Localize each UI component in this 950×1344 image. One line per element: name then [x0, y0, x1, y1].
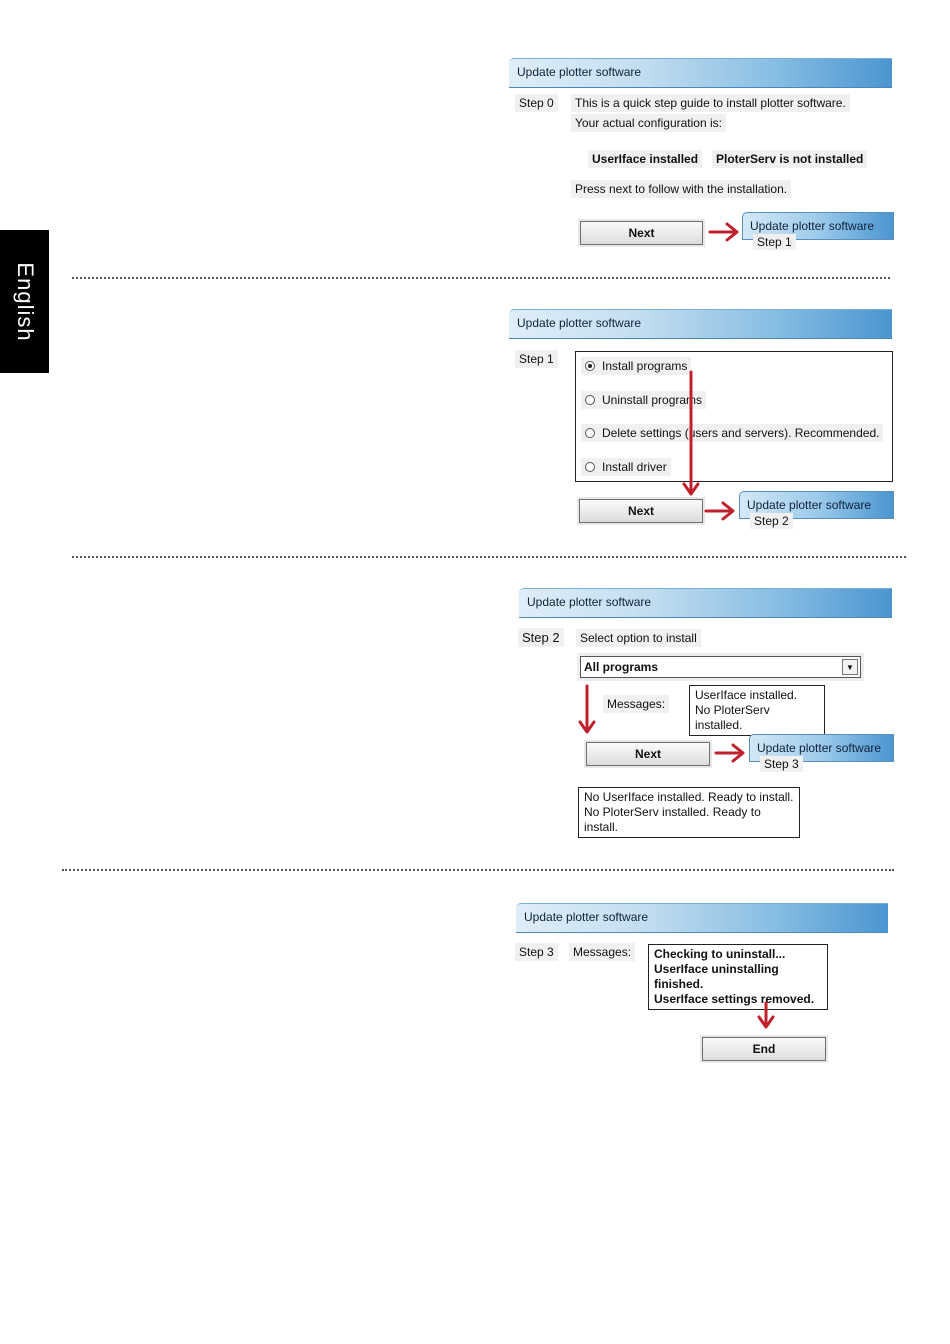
- step2-title: Update plotter software: [527, 595, 652, 609]
- step0-mini-title: Update plotter software: [750, 219, 875, 233]
- language-tab-label: English: [12, 261, 38, 342]
- step2-mini-step: Step 3: [760, 756, 803, 772]
- install-option-value: All programs: [584, 660, 659, 674]
- chevron-down-icon[interactable]: ▼: [842, 659, 858, 675]
- step0-intro-line1: This is a quick step guide to install plotter software.: [571, 94, 850, 112]
- arrow-right-icon: [716, 745, 743, 761]
- step2-message: No PloterServ installed.: [695, 703, 770, 732]
- step1-label: Step 1: [515, 350, 558, 368]
- step2-next-button[interactable]: Next: [586, 742, 710, 766]
- step2-messages-label: Messages:: [603, 695, 669, 713]
- step1-mini-title: Update plotter software: [747, 498, 872, 512]
- status-ploterserv: PloterServ is not installed: [712, 150, 867, 168]
- step0-intro-line2: Your actual configuration is:: [571, 114, 726, 132]
- step3-title: Update plotter software: [524, 910, 649, 924]
- radio-delete-settings-label: Delete settings (users and servers). Recommended.: [602, 426, 880, 440]
- step2-select-prompt: Select option to install: [576, 629, 701, 647]
- arrow-down-icon: [580, 686, 594, 732]
- step0-label: Step 0: [515, 94, 558, 112]
- step0-mini-step: Step 1: [753, 234, 796, 250]
- end-button[interactable]: End: [702, 1037, 826, 1061]
- status-useriface: UserIface installed: [588, 150, 702, 168]
- step2-label: Step 2: [518, 628, 564, 647]
- step1-mini-step: Step 2: [750, 513, 793, 529]
- radio-install-driver-label: Install driver: [602, 460, 667, 474]
- step0-press-next: Press next to follow with the installation.: [571, 180, 791, 198]
- step0-title: Update plotter software: [517, 65, 642, 79]
- step2-mini-title: Update plotter software: [757, 741, 882, 755]
- arrow-right-icon: [706, 503, 733, 519]
- step3-message: UserIface settings removed.: [654, 992, 815, 1006]
- step3-messages-label: Messages:: [569, 943, 635, 961]
- step1-next-button[interactable]: Next: [579, 499, 703, 523]
- step0-next-button[interactable]: Next: [580, 221, 703, 245]
- arrow-down-icon: [684, 372, 698, 494]
- ready-message: No PloterServ installed. Ready to install.: [584, 805, 761, 834]
- step3-label: Step 3: [515, 943, 558, 961]
- arrow-down-icon: [759, 1003, 773, 1027]
- step1-title: Update plotter software: [517, 316, 642, 330]
- radio-uninstall-programs-label: Uninstall programs: [602, 393, 703, 407]
- ready-message: No UserIface installed. Ready to install.: [584, 790, 794, 804]
- radio-install-programs-label: Install programs: [602, 359, 688, 373]
- arrow-right-icon: [710, 224, 737, 240]
- step3-message: UserIface uninstalling finished.: [654, 962, 779, 991]
- step2-message: UserIface installed.: [695, 688, 798, 702]
- step3-message: Checking to uninstall...: [654, 947, 786, 961]
